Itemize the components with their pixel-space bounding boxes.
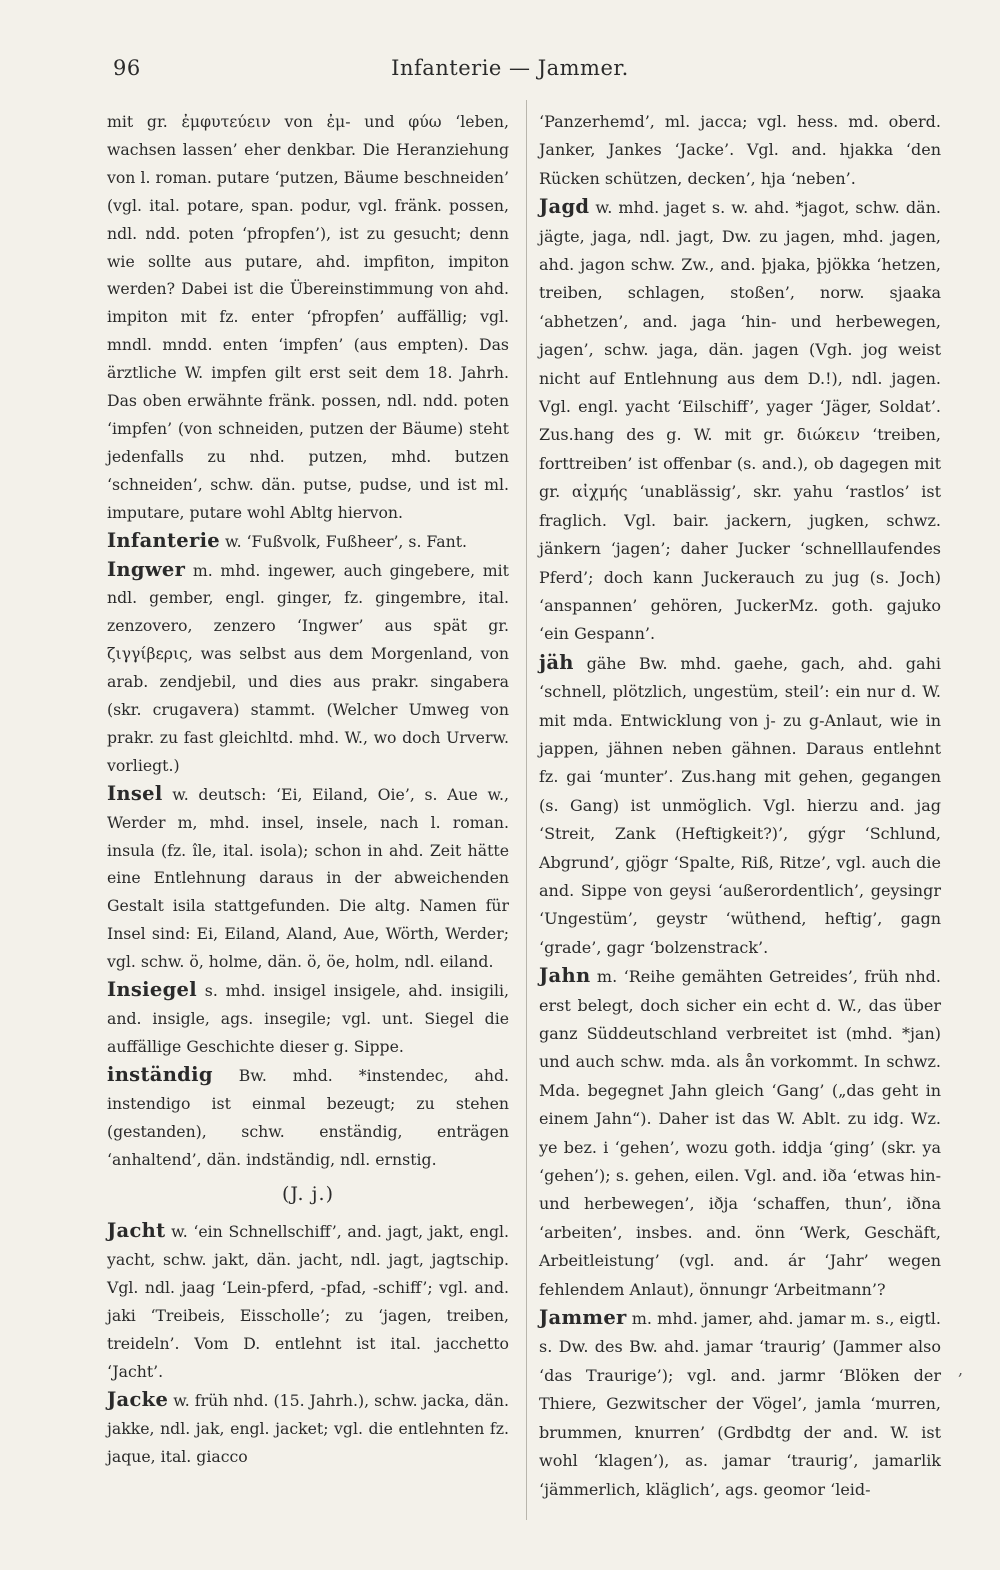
dictionary-entry	[539, 962, 941, 1304]
headword: Infanterie	[107, 528, 221, 552]
entry-text: w. früh nhd. (15. Jahrh.), schw. jacka, dän. jakke, ndl. jak, engl. jacket; vgl. die entlehnten fz. jaque, ital. giacco	[107, 1390, 509, 1466]
dictionary-entry	[107, 1386, 509, 1471]
page-number: 96	[113, 56, 141, 80]
headword: Insel	[107, 781, 163, 805]
dictionary-entry	[107, 527, 509, 556]
entry-text: gähe Bw. mhd. gaehe, gach, ahd. gahi ‘schnell, plötzlich, ungestüm, steil’: ein nur d. W. mit mda. Entwicklung von j- zu g-Anlaut, wie in jappen, jähnen neben gähnen. Daraus entlehnt fz. gai ‘munter’. Zus.hang mit gehen, gegangen (s. Gang) ist unmöglich. Vgl. hierzu and. jag ‘Streit, Zank (Heftigkeit?)’, gýgr ‘Schlund, Abgrund’, gjögr ‘Spalte, Riß, Ritze’, vgl. auch die and. Sippe von geysi ‘außerordentlich’, geysingr ‘Ungestüm’, geystr ‘wüthend, heftig’, gagn ‘grade’, gagr ‘bolzenstrack’.	[539, 653, 941, 957]
entry-text: w. ‘ein Schnellschiff’, and. jagt, jakt, engl. yacht, schw. jakt, dän. jacht, ndl. jagt, jagtschip. Vgl. ndl. jaag ‘Lein-pferd, -pfad, -schiff’; vgl. and. jaki ‘Treibeis, Eisscholle’; zu ‘jagen, treiben, treideln’. Vom D. entlehnt ist ital. jacchetto ‘Jacht’.	[107, 1222, 509, 1381]
dictionary-entry	[539, 1304, 941, 1504]
running-head: Infanterie — Jammer.	[391, 56, 629, 80]
column-divider	[526, 100, 527, 1520]
entry-text: w. deutsch: ‘Ei, Eiland, Oie’, s. Aue w., Werder m, mhd. insel, insele, nach l. roman. insula (fz. île, ital. isola); schon in ahd. Zeit hätte eine Entlehnung daraus in der abweichenden Gestalt isila stattgefunden. Die altg. Namen für Insel sind: Ei, Eiland, Aland, Aue, Wörth, Werder; vgl. schw. ö, holme, dän. ö, öe, holm, ndl. eiland.	[107, 784, 509, 972]
dictionary-entry	[107, 1217, 509, 1385]
dictionary-entry	[539, 649, 941, 962]
section-heading: (J. j.)	[282, 1183, 334, 1206]
headword: Jacht	[107, 1219, 166, 1243]
headword: jäh	[539, 650, 574, 674]
headword: Jagd	[539, 195, 590, 219]
left-column	[107, 108, 509, 1471]
continued-entry-text: ‘Panzerhemd’, ml. jacca; vgl. hess. md. oberd. Janker, Jankes ‘Jacke’. Vgl. and. hjakka ‘den Rücken schützen, decken’, hja ‘neben’.	[539, 112, 941, 188]
page-header	[105, 56, 915, 86]
right-column	[539, 108, 941, 1504]
dictionary-entry	[539, 193, 941, 649]
entry-text: m. mhd. ingewer, auch gingebere, mit ndl. gember, engl. ginger, fz. gingembre, ital. zenzovero, zenzero ‘Ingwer’ aus spät gr. ζιγγίβερις, was selbst aus dem Morgenland, von arab. zendjebil, und dies aus prakr. singabera (skr. crugavera) stammt. (Welcher Umweg von prakr. zu fast gleichltd. mhd. W., wo doch Urverw. vorliegt.)	[107, 560, 509, 775]
entry-text: m. ‘Reihe gemähten Getreides’, früh nhd. erst belegt, doch sicher ein echt d. W., das über ganz Süddeutschland verbreitet ist (mhd. *jan) und auch schw. mda. als ån vorkommt. In schwz. Mda. begegnet Jahn gleich ‘Gang’ („das geht in einem Jahn“). Daher ist das W. Ablt. zu idg. Wz. ye bez. i ‘gehen’, wozu goth. iddja ‘ging’ (skr. ya ‘gehen’); s. gehen, eilen. Vgl. and. iða ‘etwas hin- und herbewegen’, iðja ‘schaffen, thun’, iðna ‘arbeiten’, insbes. and. önn ‘Werk, Geschäft, Arbeitleistung’ (vgl. and. ár ‘Jahr’ wegen fehlendem Anlaut), önnungr ‘Arbeitmann’?	[539, 967, 941, 1299]
margin-mark: ,	[958, 1360, 964, 1379]
entry-text: s. mhd. insigel insigele, ahd. insigili, and. insigle, ags. insegile; vgl. unt. Siegel die auffällige Geschichte dieser g. Sippe.	[107, 981, 509, 1056]
dictionary-entry	[107, 556, 509, 780]
headword: Jahn	[539, 964, 591, 988]
headword: Jacke	[107, 1387, 169, 1411]
entry-text: w. mhd. jaget s. w. ahd. *jagot, schw. dän. jägte, jaga, ndl. jagt, Dw. zu jagen, mhd. jagen, ahd. jagon schw. Zw., and. þjaka, þjökka ‘hetzen, treiben, schlagen, stoßen’, norw. sjaaka ‘abhetzen’, and. jaga ‘hin- und herbewegen, jagen’, schw. jaga, dän. jagen (Vgh. jog weist nicht auf Entlehnung aus dem D.!), ndl. jagen. Vgl. engl. yacht ‘Eilschiff’, yager ‘Jäger, Soldat’. Zus.hang des g. W. mit gr. διώκειν ‘treiben, forttreiben’ ist offenbar (s. and.), ob dagegen mit gr. αἰχμής ‘unablässig’, skr. yahu ‘rastlos’ ist fraglich. Vgl. bair. jackern, jugken, schwz. jänkern ‘jagen’; daher Jucker ‘schnelllaufendes Pferd’; doch kann Juckerauch zu jug (s. Joch) ‘anspannen’ gehören, JuckerMz. goth. gajuko ‘ein Gespann’.	[539, 198, 941, 644]
headword: Ingwer	[107, 557, 186, 581]
headword: Jammer	[539, 1306, 627, 1330]
headword: inständig	[107, 1062, 213, 1086]
entry-text: Bw. mhd. *instendec, ahd. instendigo ist einmal bezeugt; zu stehen (gestanden), schw. enständig, enträgen ‘anhaltend’, dän. indständig, ndl. ernstig.	[107, 1065, 509, 1169]
entry-text: m. mhd. jamer, ahd. jamar m. s., eigtl. s. Dw. des Bw. ahd. jamar ‘traurig’ (Jammer also ‘das Traurige’); vgl. and. jarmr ‘Blöken der Thiere, Gezwitscher der Vögel’, jamla ‘murren, brummen, knurren’ (Grdbdtg der and. W. ist wohl ‘klagen’), as. jamar ‘traurig’, jamarlik ‘jämmerlich, kläglich’, ags. geomor ‘leid-	[539, 1309, 941, 1499]
dictionary-entry	[107, 780, 509, 976]
headword: Insiegel	[107, 978, 197, 1002]
entry-text: w. ‘Fußvolk, Fußheer’, s. Fant.	[225, 531, 467, 551]
dictionary-entry	[107, 976, 509, 1061]
dictionary-entry	[107, 1061, 509, 1174]
continued-entry-text: mit gr. ἐμφυτεύειν von ἐμ- und φύω ‘leben, wachsen lassen’ eher denkbar. Die Heranziehung von l. roman. putare ‘putzen, Bäume beschneiden’ (vgl. ital. potare, span. podur, vgl. fränk. possen, ndl. ndd. poten ‘pfropfen’), ist zu gesucht; denn wie sollte aus putare, ahd. impfiton, impiton werden? Dabei ist die Übereinstimmung von ahd. impiton mit fz. enter ‘pfropfen’ auffällig; vgl. mndl. mndd. enten ‘impfen’ (aus empten). Das ärztliche W. impfen gilt erst seit dem 18. Jahrh. Das oben erwähnte fränk. possen, ndl. ndd. poten ‘impfen’ (von schneiden, putzen der Bäume) steht jedenfalls zu nhd. putzen, mhd. butzen ‘schneiden’, schw. dän. putse, pudse, und ist ml. imputare, putare wohl Abltg hiervon.	[107, 112, 509, 522]
